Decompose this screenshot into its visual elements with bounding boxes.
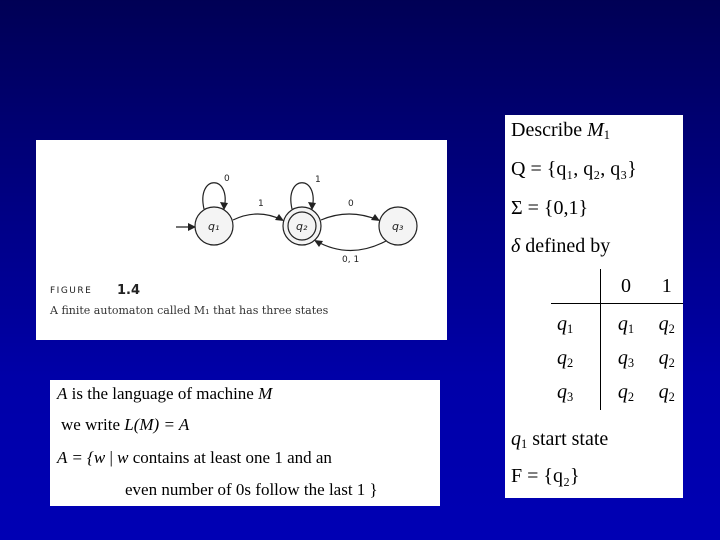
- delta-text: defined by: [520, 235, 611, 257]
- delta-symbol: δ: [511, 235, 521, 257]
- transition-state: $q_1$: [557, 312, 574, 337]
- start-state-subscript: 1: [521, 437, 528, 452]
- language-lhs: A = {: [57, 448, 94, 467]
- state-q3-label: q₃: [392, 220, 404, 233]
- figure-number: 1.4: [117, 283, 141, 298]
- final-states-set: F = {q₂}: [511, 465, 580, 487]
- start-state-line: [511, 428, 608, 452]
- figure-word: FIGURE: [50, 286, 93, 296]
- describe-heading: [511, 119, 610, 143]
- figure-panel: [36, 140, 447, 340]
- edge-q2-q3-label: 0: [348, 199, 354, 209]
- language-text-1: is the language of machine: [67, 384, 259, 403]
- transition-state: $q_2$: [557, 346, 574, 371]
- transition-on-1: $q_2$: [658, 346, 675, 371]
- language-var-A: A: [57, 384, 68, 403]
- language-line-4: even number of 0s follow the last 1 }: [125, 480, 378, 499]
- language-bar: |: [105, 448, 118, 467]
- transition-table: [551, 269, 683, 410]
- figure-caption: A finite automaton called M₁ that has three states: [50, 304, 329, 317]
- transition-state: $q_3$: [557, 380, 574, 405]
- language-var-w: w: [93, 448, 106, 467]
- edge-q3-q2: [316, 241, 386, 251]
- edge-q1-q1-label: 0: [224, 174, 230, 184]
- state-q1-label: q₁: [208, 220, 220, 233]
- edge-q1-q2-label: 1: [258, 199, 264, 209]
- language-text-2: we write: [61, 415, 125, 434]
- state-q1: [195, 207, 233, 245]
- describe-machine: M: [587, 119, 604, 141]
- transition-row: [551, 304, 683, 343]
- language-expr: L(M) = A: [124, 415, 190, 434]
- describe-text: Describe: [511, 119, 588, 141]
- transition-on-0: $q_2$: [601, 376, 650, 410]
- language-var-M: M: [258, 384, 273, 403]
- transition-row: [551, 342, 683, 376]
- language-text-3: contains at least one 1 and an: [128, 448, 332, 467]
- definition-panel: [505, 115, 683, 498]
- start-state-text: start state: [527, 428, 609, 450]
- edge-q3-q2-label: 0, 1: [342, 255, 360, 265]
- states-set: Q = {q₁, q₂, q₃}: [511, 158, 637, 180]
- edge-q2-q2-label: 1: [315, 175, 321, 185]
- describe-subscript: 1: [603, 128, 610, 143]
- start-state-var: q: [511, 428, 521, 450]
- transition-on-0: $q_1$: [601, 304, 650, 343]
- transition-header-1: 1: [650, 269, 683, 304]
- language-var-w2: w: [117, 448, 129, 467]
- alphabet-set: Σ = {0,1}: [511, 197, 589, 219]
- state-q2: [283, 207, 321, 245]
- language-line-3: [57, 448, 332, 468]
- transition-row: [551, 376, 683, 410]
- transition-on-1: $q_2$: [658, 380, 675, 405]
- edge-q2-q3: [321, 214, 378, 220]
- transition-header-0: 0: [601, 269, 650, 304]
- edge-q1-q2: [233, 214, 282, 220]
- transition-on-0: $q_3$: [601, 342, 650, 376]
- transition-on-1: $q_2$: [658, 312, 675, 337]
- transition-corner: [551, 269, 601, 304]
- language-panel: [50, 380, 440, 506]
- language-line-1: [57, 384, 272, 404]
- state-q3: [379, 207, 417, 245]
- transition-heading: [511, 235, 610, 258]
- transition-table-header: [551, 269, 683, 304]
- language-line-2: [61, 415, 189, 435]
- state-q2-label: q₂: [296, 220, 308, 233]
